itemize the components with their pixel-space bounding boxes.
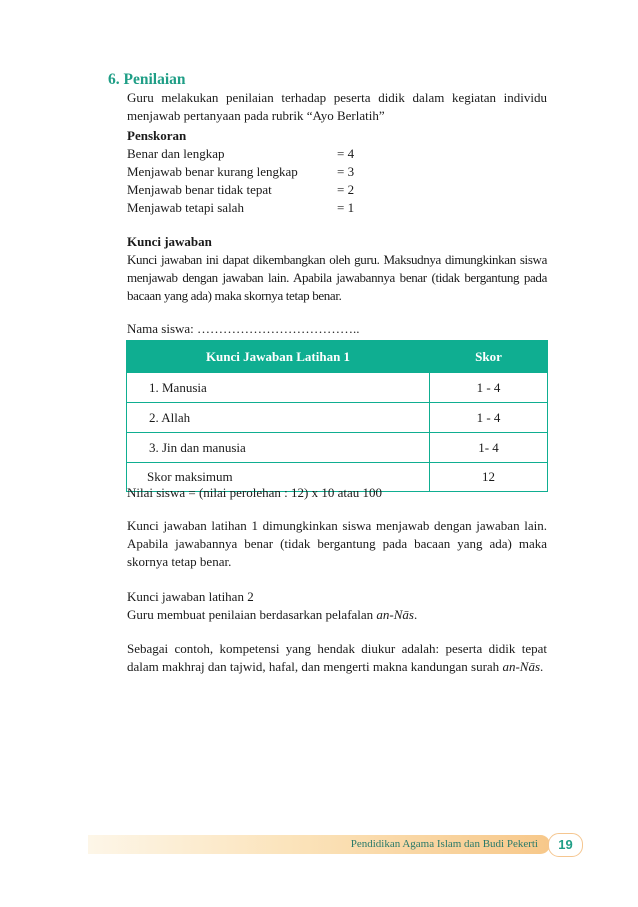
nama-siswa-line: Nama siswa: ………………………………..: [127, 321, 360, 336]
score-label: Menjawab tetapi salah: [127, 200, 244, 215]
latihan2-text-suffix: .: [413, 607, 418, 622]
table-header-kunci: Kunci Jawaban Latihan 1: [127, 341, 430, 373]
penskoran-title: Penskoran: [127, 128, 187, 143]
score-label: Menjawab benar tidak tepat: [127, 182, 272, 197]
kunci-jawaban-title: Kunci jawaban: [127, 234, 212, 249]
paragraph-contoh: [127, 640, 547, 676]
intro-paragraph: Guru melakukan penilaian terhadap peserta didik dalam kegiatan individu menjawab pertanyaan pada rubrik “Ayo Berlatih”: [127, 90, 547, 123]
latihan2-text-italic: an-Nās: [376, 607, 414, 622]
table-cell-score: 1- 4: [430, 433, 548, 463]
table-header-row: [127, 341, 548, 373]
latihan2-text: [127, 606, 547, 624]
table-cell-score: 1 - 4: [430, 403, 548, 433]
score-label: Benar dan lengkap: [127, 146, 225, 161]
table-header-skor: Skor: [430, 341, 548, 373]
score-label: Menjawab benar kurang lengkap: [127, 164, 298, 179]
table-cell-item: 1. Manusia: [127, 373, 430, 403]
score-value: = 4: [337, 146, 355, 161]
section-heading: 6. Penilaian: [108, 71, 186, 88]
table-cell-item: Skor maksimum: [127, 463, 430, 492]
answer-key-table: [126, 340, 548, 492]
paragraph-latihan1: Kunci jawaban latihan 1 dimungkinkan siswa menjawab dengan jawaban lain. Apabila jawabannya benar (tidak bergantung pada bacaan yang ada) maka skornya tetap benar.: [127, 518, 547, 569]
paragraph-contoh-suffix: .: [540, 659, 544, 674]
kunci-jawaban-text: Kunci jawaban ini dapat dikembangkan oleh guru. Maksudnya dimungkinkan siswa menjawab dengan jawaban lain. Apabila jawabannya benar (tidak bergantung pada bacaan yang ada) maka skornya tetap benar.: [127, 252, 547, 303]
page-number: 19: [548, 833, 583, 857]
table-cell-item: 3. Jin dan manusia: [127, 433, 430, 463]
table-row: [127, 403, 548, 433]
paragraph-contoh-text: Sebagai contoh, kompetensi yang hendak diukur adalah: peserta didik tepat dalam makhraj dan tajwid, hafal, dan mengerti makna kandungan surah: [127, 641, 547, 674]
table-cell-score: 12: [430, 463, 548, 492]
score-value: = 3: [337, 164, 355, 179]
latihan2-text-prefix: Guru membuat penilaian berdasarkan pelafalan: [127, 607, 377, 622]
table-row: [127, 433, 548, 463]
nilai-formula: Nilai siswa = (nilai perolehan : 12) x 10 atau 100: [127, 485, 382, 500]
paragraph-contoh-italic: an-Nās: [502, 659, 540, 674]
table-row: [127, 373, 548, 403]
score-value: = 1: [337, 200, 355, 215]
footer-book-title: Pendidikan Agama Islam dan Budi Pekerti: [350, 838, 538, 850]
score-value: = 2: [337, 182, 355, 197]
table-cell-score: 1 - 4: [430, 373, 548, 403]
latihan2-title: Kunci jawaban latihan 2: [127, 589, 254, 604]
table-cell-item: 2. Allah: [127, 403, 430, 433]
